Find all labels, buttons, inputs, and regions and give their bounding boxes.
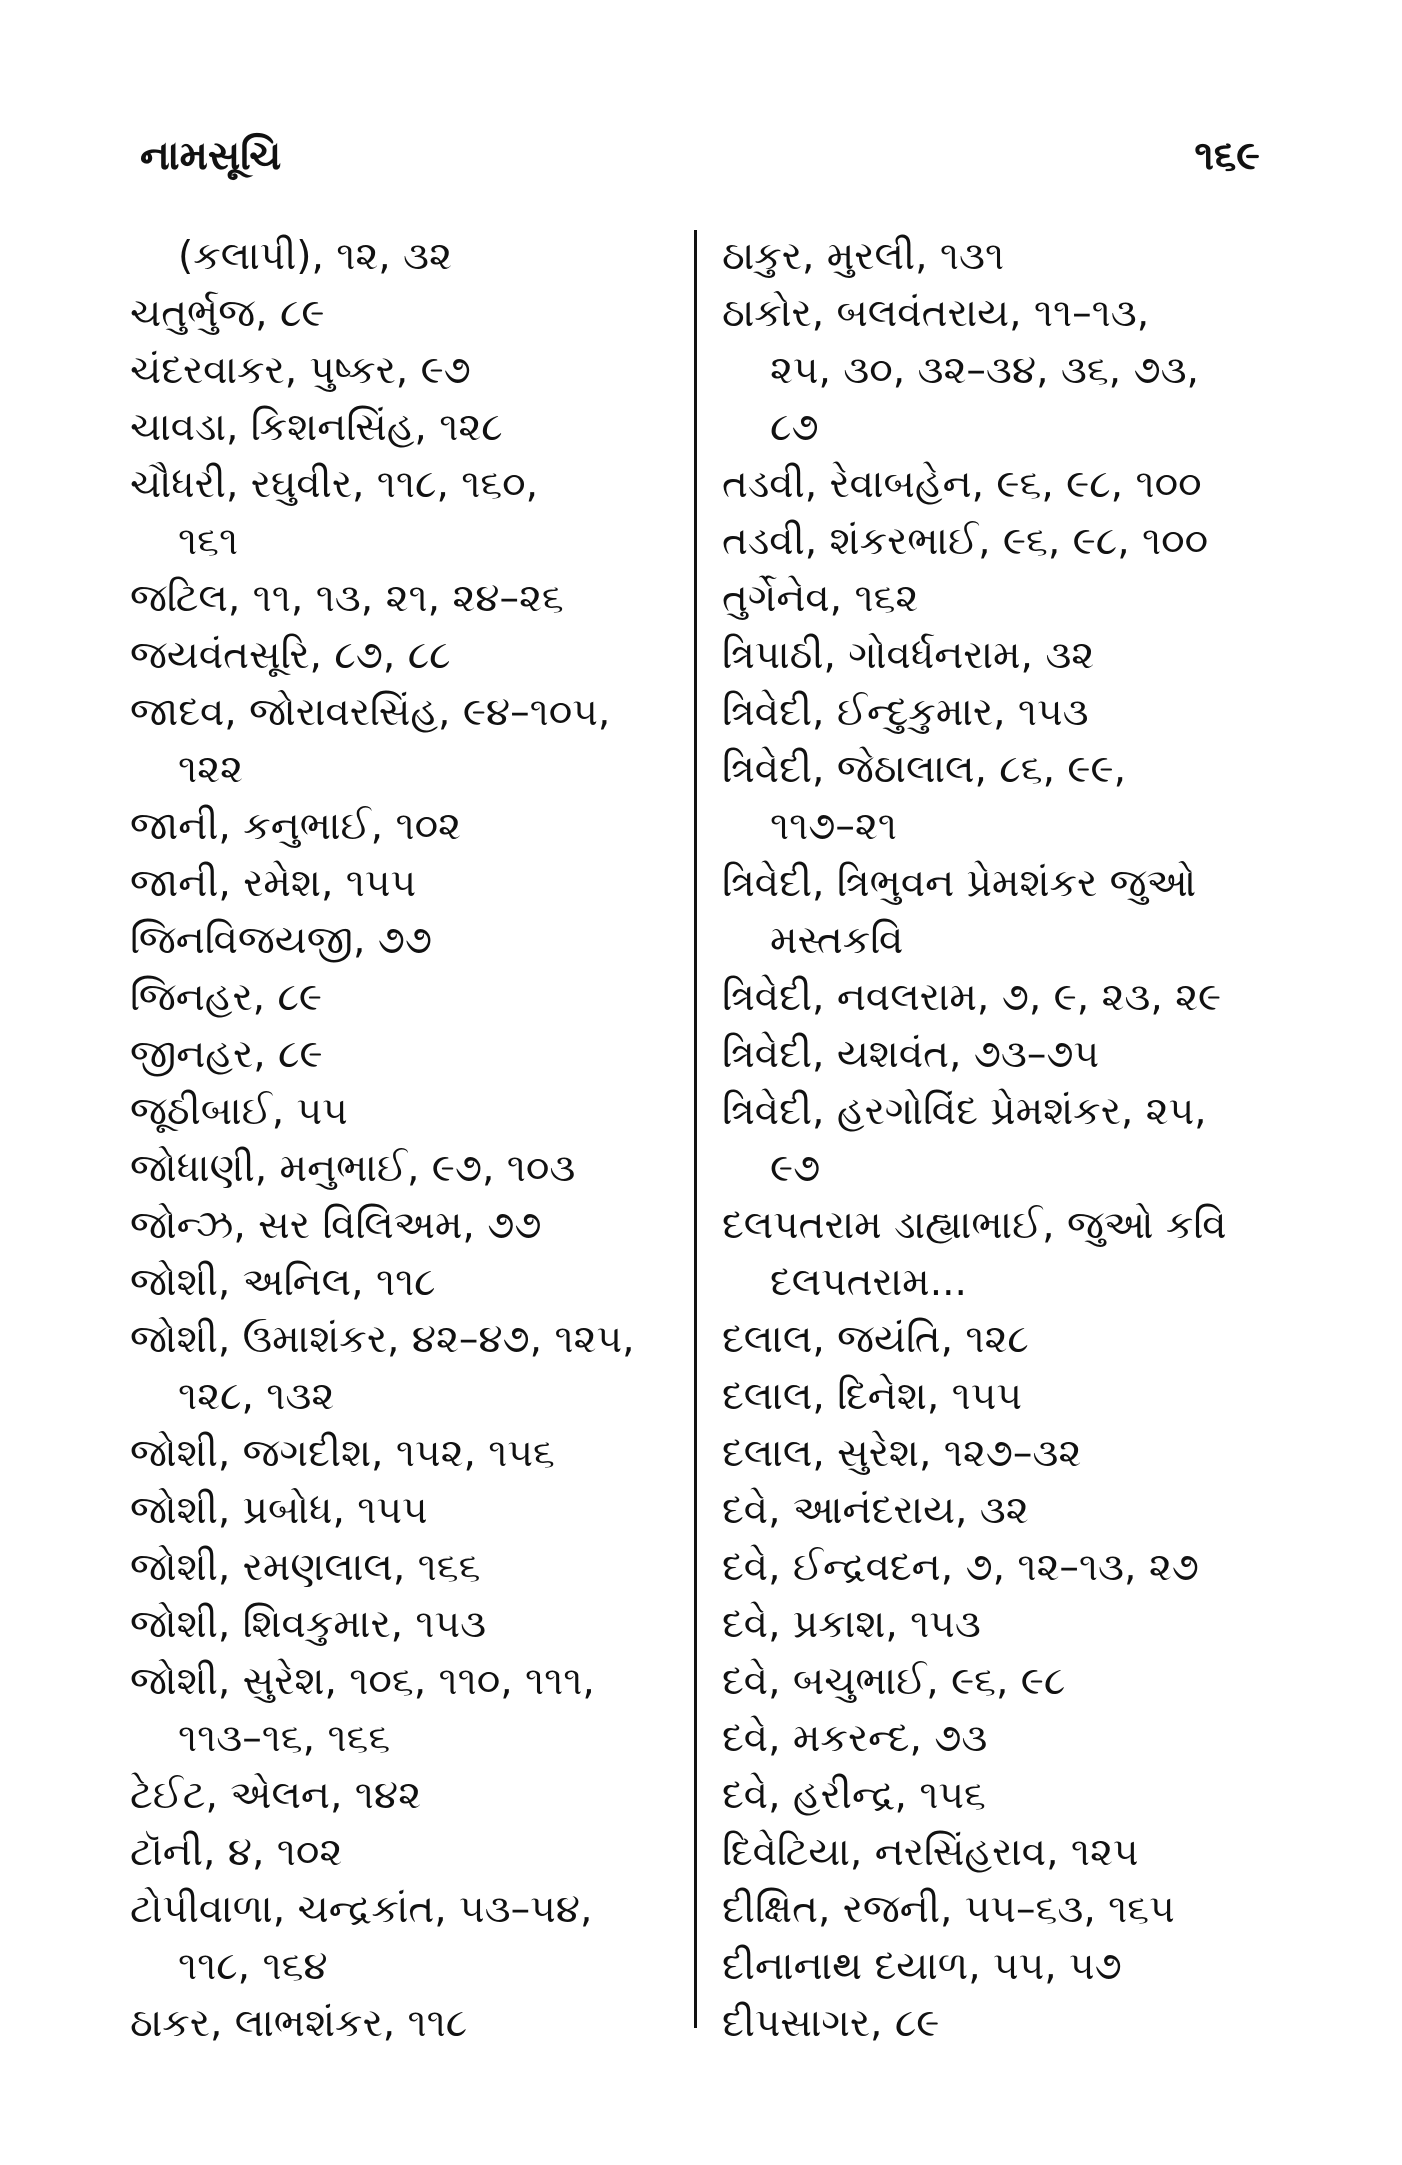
index-entry: ત્રિવેદી, યશવંત, ૭૩–૭૫ <box>722 1032 1100 1077</box>
index-entry: જટિલ, ૧૧, ૧૩, ૨૧, ૨૪–૨૬ <box>130 576 564 621</box>
index-entry-continuation: ૧૨૮, ૧૩૨ <box>178 1374 335 1419</box>
index-entry: જોશી, શિવકુમાર, ૧૫૩ <box>130 1602 487 1647</box>
index-entry: જોશી, સુરેશ, ૧૦૬, ૧૧૦, ૧૧૧, <box>130 1659 595 1704</box>
index-entry: ટોપીવાળા, ચન્દ્રકાંત, ૫૩–૫૪, <box>130 1887 593 1932</box>
index-entry-continuation: ૧૧૭–૨૧ <box>770 804 897 849</box>
index-entry: દવે, હરીન્દ્ર, ૧૫૬ <box>722 1773 986 1818</box>
index-entry: જાની, કનુભાઈ, ૧૦૨ <box>130 804 461 849</box>
index-entry: ઠાકુર, મુરલી, ૧૩૧ <box>722 234 1005 279</box>
index-entry: ટેઈટ, એલન, ૧૪૨ <box>130 1773 421 1818</box>
index-entry: ત્રિવેદી, હરગોવિંદ પ્રેમશંકર, ૨૫, <box>722 1089 1207 1134</box>
index-entry: દીનાનાથ દયાળ, ૫૫, ૫૭ <box>722 1944 1122 1989</box>
index-entry: દલાલ, સુરેશ, ૧૨૭–૩૨ <box>722 1431 1082 1476</box>
index-entry: દલપતરામ ડાહ્યાભાઈ, જુઓ કવિ <box>722 1203 1227 1248</box>
index-entry: દવે, આનંદરાય, ૩૨ <box>722 1488 1029 1533</box>
index-entry: દવે, પ્રકાશ, ૧૫૩ <box>722 1602 981 1647</box>
index-entry-continuation: ૧૧૮, ૧૬૪ <box>178 1944 328 1989</box>
index-entry: દવે, મકરન્દ, ૭૩ <box>722 1716 988 1761</box>
index-entry-continuation: મસ્તકવિ <box>770 918 904 963</box>
index-entry: જિનહર, ૮૯ <box>130 975 322 1020</box>
index-entry: ત્રિવેદી, જેઠાલાલ, ૮૬, ૯૯, <box>722 747 1126 792</box>
index-entry: જોશી, પ્રબોધ, ૧૫૫ <box>130 1488 428 1533</box>
index-entry: જિનવિજયજી, ૭૭ <box>130 918 432 963</box>
index-entry: જોશી, રમણલાલ, ૧૬૬ <box>130 1545 481 1590</box>
index-entry: દવે, ઈન્દ્રવદન, ૭, ૧૨–૧૩, ૨૭ <box>722 1545 1199 1590</box>
index-entry: જૂઠીબાઈ, ૫૫ <box>130 1089 348 1134</box>
index-entry: ત્રિવેદી, ઈન્દુકુમાર, ૧૫૩ <box>722 690 1089 735</box>
index-entry: ત્રિવેદી, નવલરામ, ૭, ૯, ૨૩, ૨૯ <box>722 975 1222 1020</box>
index-entry-continuation: ૧૧૩–૧૬, ૧૬૬ <box>178 1716 391 1761</box>
index-entry-continuation: ૧૨૨ <box>178 747 243 792</box>
index-entry: ટૉની, ૪, ૧૦૨ <box>130 1830 343 1875</box>
index-entry: જાની, રમેશ, ૧૫૫ <box>130 861 417 906</box>
index-entry: દવે, બચુભાઈ, ૯૬, ૯૮ <box>722 1659 1066 1704</box>
page-title: નામસૂચિ <box>140 133 282 179</box>
index-entry: દીપસાગર, ૮૯ <box>722 2001 940 2046</box>
page-number: ૧૬૯ <box>1194 133 1260 179</box>
index-entry-continuation: ૨૫, ૩૦, ૩૨–૩૪, ૩૬, ૭૩, <box>770 348 1199 393</box>
index-entry: ત્રિવેદી, ત્રિભુવન પ્રેમશંકર જુઓ <box>722 861 1197 906</box>
index-entry-continuation: ૧૬૧ <box>178 519 239 564</box>
index-entry: જોશી, જગદીશ, ૧૫૨, ૧૫૬ <box>130 1431 555 1476</box>
index-entry: તડવી, શંકરભાઈ, ૯૬, ૯૮, ૧૦૦ <box>722 519 1209 564</box>
index-column-right <box>722 228 1282 2052</box>
index-entry-continuation: (કલાપી), ૧૨, ૩૨ <box>178 234 452 279</box>
index-entry-continuation: દલપતરામ... <box>770 1260 967 1305</box>
index-entry: ચૌધરી, રઘુવીર, ૧૧૮, ૧૬૦, <box>130 462 539 507</box>
index-column-left <box>130 228 670 2052</box>
index-entry: જાદવ, જોરાવરસિંહ, ૯૪–૧૦૫, <box>130 690 611 735</box>
index-entry: દલાલ, દિનેશ, ૧૫૫ <box>722 1374 1023 1419</box>
index-entry: ચતુર્ભુજ, ૮૯ <box>130 291 325 336</box>
index-entry: દલાલ, જયંતિ, ૧૨૮ <box>722 1317 1029 1362</box>
column-divider <box>694 230 697 2028</box>
index-entry: ચાવડા, કિશનસિંહ, ૧૨૮ <box>130 405 503 450</box>
index-entry: જોશી, ઉમાશંકર, ૪૨–૪૭, ૧૨૫, <box>130 1317 635 1362</box>
index-entry: ચંદરવાકર, પુષ્કર, ૯૭ <box>130 348 471 393</box>
page-header <box>140 126 1260 186</box>
index-entry: ઠાકોર, બલવંતરાય, ૧૧–૧૩, <box>722 291 1150 336</box>
index-entry: તુર્ગેનેવ, ૧૬૨ <box>722 576 919 621</box>
index-entry: ઠાકર, લાભશંકર, ૧૧૮ <box>130 2001 468 2046</box>
index-entry-continuation: ૮૭ <box>770 405 819 450</box>
index-entry-continuation: ૯૭ <box>770 1146 821 1191</box>
index-entry: જોધાણી, મનુભાઈ, ૯૭, ૧૦૩ <box>130 1146 576 1191</box>
index-entry: જોન્ઝ, સર વિલિઅમ, ૭૭ <box>130 1203 542 1248</box>
index-entry: દીક્ષિત, રજની, ૫૫–૬૩, ૧૬૫ <box>722 1887 1175 1932</box>
index-entry: દિવેટિયા, નરસિંહરાવ, ૧૨૫ <box>722 1830 1139 1875</box>
index-entry: તડવી, રેવાબહેન, ૯૬, ૯૮, ૧૦૦ <box>722 462 1202 507</box>
index-entry: જોશી, અનિલ, ૧૧૮ <box>130 1260 436 1305</box>
index-entry: જીનહર, ૮૯ <box>130 1032 323 1077</box>
index-entry: ત્રિપાઠી, ગોવર્ધનરામ, ૩૨ <box>722 633 1095 678</box>
index-entry: જયવંતસૂરિ, ૮૭, ૮૮ <box>130 633 451 678</box>
